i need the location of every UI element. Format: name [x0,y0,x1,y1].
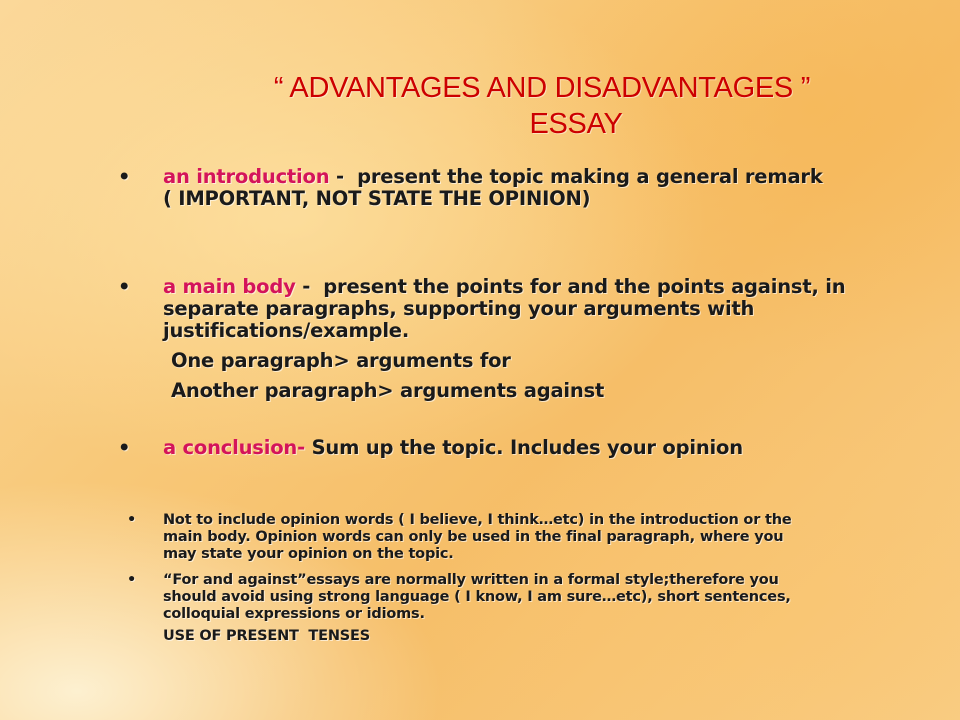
note-1-line-1: Not to include opinion words ( I believe, I think…etc) in the introduction or the [163,512,792,528]
bullet-sep: - [329,165,358,188]
sub-line-arguments-for: One paragraph> arguments for [171,349,511,372]
sub-line-arguments-against: Another paragraph> arguments against [171,379,605,402]
bullet-text: present the topic making a general remark [357,165,823,188]
bullet-dot-icon: • [118,165,131,188]
bullet-dot-icon: • [118,436,131,459]
note-1-line-3: may state your opinion on the topic. [163,546,454,562]
title-line-2-text: ESSAY [529,108,623,140]
bullet-text: Sum up the topic. Includes your opinion [311,436,743,459]
note-2-line-2: should avoid using strong language ( I know, I am sure…etc), short sentences, [163,589,791,605]
note-2-line-1: “For and against”essays are normally written in a formal style;therefore you [163,572,779,588]
bullet-introduction-line-2: ( IMPORTANT, NOT STATE THE OPINION) [163,187,591,210]
bullet-dot-icon: • [127,512,137,528]
bullet-sep: - [295,275,324,298]
note-2-line-3: colloquial expressions or idioms. [163,606,425,622]
present-tenses-note: USE OF PRESENT TENSES [163,628,370,644]
bullet-introduction-line-1 [163,166,953,188]
bullet-main-body-line-1 [163,276,953,298]
bullet-lead: a main body [163,275,296,298]
bullet-conclusion-line-1 [163,437,953,459]
bullet-lead: an introduction [163,165,330,188]
bullet-lead: a conclusion- [163,436,305,459]
note-1-line-2: main body. Opinion words can only be used in the final paragraph, where you [163,529,784,545]
bullet-dot-icon: • [127,572,137,588]
bullet-sep [305,436,312,459]
bullet-main-body-line-2: separate paragraphs, supporting your arguments with [163,297,755,320]
title-line-1: “ ADVANTAGES AND DISADVANTAGES ” [273,72,811,104]
bullet-main-body-line-3: justifications/example. [163,319,410,342]
bullet-text: present the points for and the points against, in [323,275,846,298]
title-line-2 [0,106,960,142]
slide-title [0,70,960,142]
bullet-dot-icon: • [118,275,131,298]
